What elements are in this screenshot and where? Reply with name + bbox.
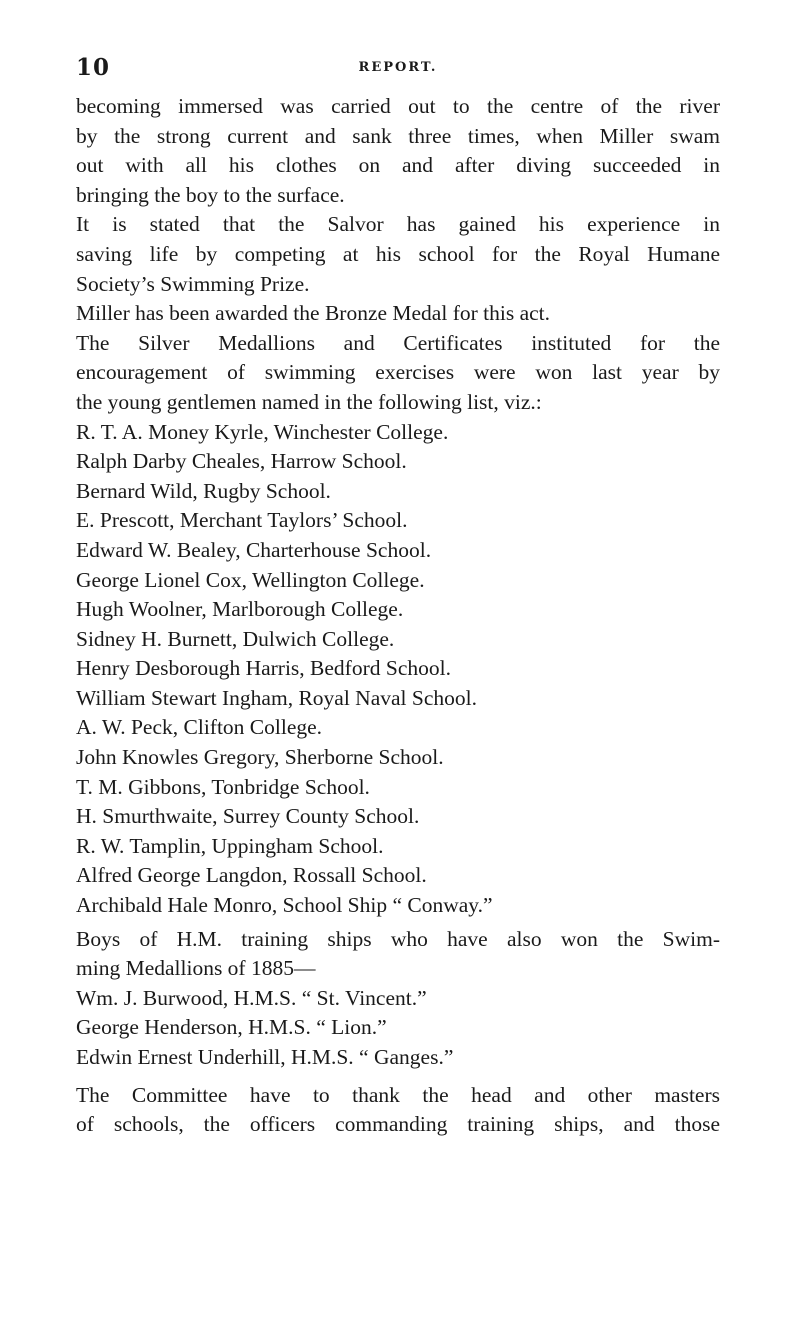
list-item: John Knowles Gregory, Sherborne School.	[76, 745, 444, 770]
text-line: saving life by competing at his school for the Royal Humane	[76, 241, 720, 266]
list-item: Archibald Hale Monro, School Ship “ Conway.”	[76, 893, 493, 918]
list-item: Hugh Woolner, Marlborough College.	[76, 597, 404, 622]
list-item: E. Prescott, Merchant Taylors’ School.	[76, 508, 408, 533]
text-line: encouragement of swimming exercises were won last year by	[76, 360, 720, 385]
training-ship-winners-list	[76, 984, 720, 1073]
list-item: Wm. J. Burwood, H.M.S. “ St. Vincent.”	[76, 985, 427, 1010]
running-head: REPORT.	[358, 60, 438, 75]
list-item: William Stewart Ingham, Royal Naval School.	[76, 685, 477, 710]
list-item: Edward W. Bealey, Charterhouse School.	[76, 537, 432, 562]
list-item: A. W. Peck, Clifton College.	[76, 715, 323, 740]
list-item: George Henderson, H.M.S. “ Lion.”	[76, 1015, 387, 1040]
paragraph-committee-thanks	[76, 1081, 720, 1140]
text-line: The Silver Medallions and Certificates instituted for the	[76, 330, 720, 355]
list-item: T. M. Gibbons, Tonbridge School.	[76, 774, 370, 799]
paragraph-rescue-account	[76, 92, 720, 210]
text-line: ming Medallions of 1885—	[76, 956, 316, 981]
text-line: Society’s Swimming Prize.	[76, 271, 310, 296]
list-item: George Lionel Cox, Wellington College.	[76, 567, 425, 592]
list-item: Edwin Ernest Underhill, H.M.S. “ Ganges.”	[76, 1045, 454, 1069]
paragraph-silver-medallions	[76, 329, 720, 418]
body-text	[76, 92, 720, 1140]
text-line: The Committee have to thank the head and other masters	[76, 1082, 720, 1107]
list-item: R. W. Tamplin, Uppingham School.	[76, 833, 384, 858]
text-line: out with all his clothes on and after diving succeeded in	[76, 153, 720, 178]
text-line: Miller has been awarded the Bronze Medal for this act.	[76, 301, 551, 326]
paragraph-salvor-experience	[76, 210, 720, 299]
list-item: R. T. A. Money Kyrle, Winchester College.	[76, 419, 449, 444]
text-line: It is stated that the Salvor has gained his experience in	[76, 212, 720, 237]
text-line: bringing the boy to the surface.	[76, 182, 345, 207]
page-header	[76, 54, 720, 84]
paragraph-bronze-medal	[76, 299, 720, 329]
winners-list	[76, 418, 720, 921]
list-item: Sidney H. Burnett, Dulwich College.	[76, 626, 395, 651]
text-line: the young gentlemen named in the following list, viz.:	[76, 389, 542, 414]
list-item: Henry Desborough Harris, Bedford School.	[76, 656, 451, 681]
text-line: Boys of H.M. training ships who have also won the Swim-	[76, 926, 720, 951]
text-line: by the strong current and sank three times, when Miller swam	[76, 123, 720, 148]
paragraph-training-ships	[76, 925, 720, 984]
list-item: H. Smurthwaite, Surrey County School.	[76, 804, 420, 829]
page-number: 10	[76, 54, 111, 81]
list-item: Alfred George Langdon, Rossall School.	[76, 863, 427, 888]
list-item: Bernard Wild, Rugby School.	[76, 478, 331, 503]
list-item: Ralph Darby Cheales, Harrow School.	[76, 449, 407, 474]
text-line: of schools, the officers commanding training ships, and those	[76, 1112, 720, 1137]
text-line: becoming immersed was carried out to the centre of the river	[76, 94, 720, 118]
